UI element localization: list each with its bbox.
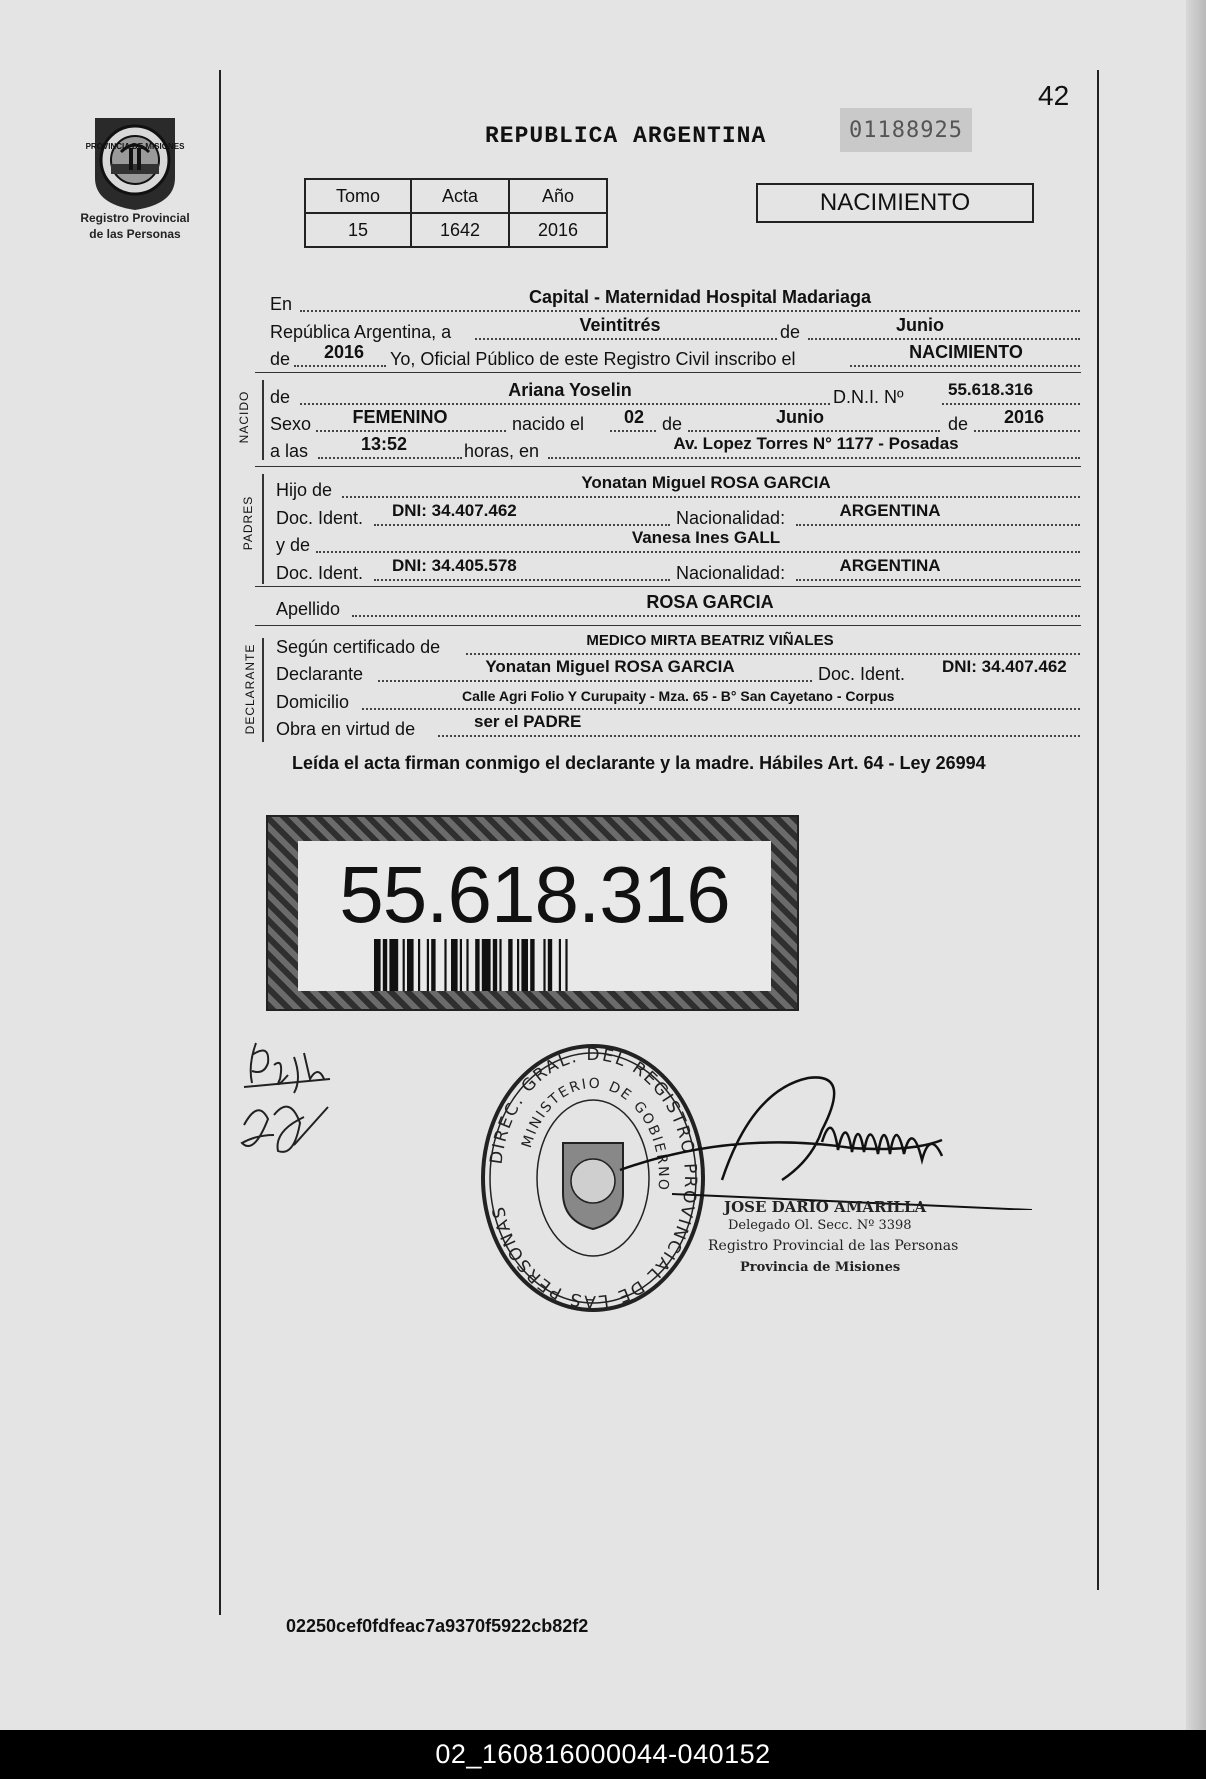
registry-name-line2: de las Personas [89,227,181,241]
barcode-bar [521,939,528,991]
declarante-label: Declarante [276,664,364,684]
official-statement: Yo, Oficial Público de este Registro Civil inscribo el [390,349,796,369]
barcode-bar [444,939,446,991]
de-label: de [780,322,801,342]
barcode-bar [460,939,462,991]
padres-section-bar [262,474,264,584]
registration-day: Veintitrés [579,315,661,335]
seal-outer-text: DIREC. GRAL. DEL REGISTRO PROVINCIAL DE LAS PERSONAS [486,1044,701,1312]
acta-value: 1642 [411,213,509,247]
serial-number-stamp: 01188925 [840,108,972,152]
declarante-section-bar [262,638,264,742]
nacido-row-birth [270,407,1081,436]
scan-id-footer: 02_160816000044-040152 [0,1730,1206,1779]
seal-inner-text: MINISTERIO DE GOBIERNO [518,1075,672,1193]
crest-label: PROVINCIA DE MISIONES [85,142,185,151]
nacido-row-name [270,380,1081,409]
section-divider [255,625,1081,626]
doc-label: Doc. Ident. [276,563,364,583]
certificado-medico: MEDICO MIRTA BEATRIZ VIÑALES [586,632,834,649]
father-nationality: ARGENTINA [839,501,941,520]
barcode-bar [482,939,491,991]
padres-row-mother-doc [276,556,1081,585]
country-title: REPUBLICA ARGENTINA [485,123,767,149]
mother-doc: DNI: 34.405.578 [392,556,517,575]
declarante-doc: DNI: 34.407.462 [942,657,1067,676]
father-name: Yonatan Miguel ROSA GARCIA [581,473,831,492]
padres-row-father [276,473,1081,502]
de-label: de [662,414,683,434]
tomo-value: 15 [305,213,411,247]
table-row [305,213,607,247]
barcode-bar [431,939,435,991]
declarante-row-name [276,657,1081,686]
doc-label: Doc. Ident. [818,664,906,684]
registration-month: Junio [896,315,944,335]
dni-barcode-label [266,815,799,1011]
barcode-bar [427,939,429,991]
declarante-row-obra [276,712,1081,741]
birth-address: Av. Lopez Torres N° 1177 - Posadas [673,434,959,453]
barcode-bar [493,939,497,991]
child-sex: FEMENINO [352,407,448,427]
nacionalidad-label: Nacionalidad: [676,563,786,583]
padres-row-mother [276,528,1081,557]
intro-row-place [270,287,1081,316]
section-divider [255,586,1081,587]
registry-name-line1: Registro Provincial [80,211,190,225]
padres-section-label: PADRES [241,495,255,551]
barcode-bar [530,939,534,991]
barcode-bar [559,939,561,991]
table-header-row [305,179,607,213]
section-divider [255,466,1081,467]
table-header-cell: Tomo [305,179,411,213]
dotted-leader [808,318,1080,340]
registration-place: Capital - Maternidad Hospital Madariaga [528,287,872,307]
nacido-section-label: NACIDO [237,390,251,444]
barcode-bar [517,939,519,991]
official-province: Provincia de Misiones [740,1260,901,1275]
table-header-cell: Año [509,179,607,213]
de-label: de [948,414,969,434]
table-header-cell: Acta [411,179,509,213]
declarante-row-certificado [276,633,1081,659]
handwritten-initials [234,1035,344,1185]
de-label: de [270,387,291,407]
nacionalidad-label: Nacionalidad: [676,508,786,528]
barcode-bar [466,939,468,991]
barcode-bar [565,939,567,991]
apellido-row [276,592,1081,621]
record-type-box: NACIMIENTO [756,183,1034,223]
declarante-section-label: DECLARANTE [243,643,257,735]
nacido-label: nacido el [512,414,585,434]
dni-label: D.N.I. Nº [833,387,904,407]
barcode-bar [451,939,458,991]
barcode-bar [383,939,387,991]
declarante-row-domicilio [276,688,1081,714]
doc-label: Doc. Ident. [276,508,364,528]
intro-row-date [270,315,1081,344]
alas-label: a las [270,441,309,461]
ano-value: 2016 [509,213,607,247]
sexo-label: Sexo [270,414,312,434]
father-doc: DNI: 34.407.462 [392,501,517,520]
barcode-bar [548,939,552,991]
yde-label: y de [276,535,311,555]
padres-row-father-doc [276,501,1081,530]
en-label: En [270,294,293,314]
segun-label: Según certificado de [276,637,441,657]
domicilio-label: Domicilio [276,692,350,712]
barcode-bar [403,939,405,991]
left-margin-line [219,70,221,1615]
province-crest [70,108,200,241]
declarante-relation: ser el PADRE [474,712,582,731]
official-name: JOSE DARIO AMARILLA [724,1198,927,1216]
child-dni: 55.618.316 [948,380,1034,399]
barcode-panel [298,841,771,991]
surname: ROSA GARCIA [646,592,774,612]
barcode-bar [374,939,381,991]
hijo-label: Hijo de [276,480,333,500]
page-number: 42 [1038,80,1070,111]
tomo-acta-ano-table [304,178,608,248]
apellido-label: Apellido [276,599,341,619]
republica-label: República Argentina, a [270,322,452,342]
registration-year: 2016 [323,342,365,362]
declarante-name: Yonatan Miguel ROSA GARCIA [485,657,735,676]
de-label: de [270,349,291,369]
barcode-icon [374,939,694,991]
official-title: Delegado Ol. Secc. Nº 3398 [728,1218,912,1233]
nacido-row-time [270,434,1081,463]
section-divider [255,372,1081,373]
inscription-type: NACIMIENTO [909,342,1023,362]
intro-row-year [270,342,1081,371]
barcode-bar [407,939,414,991]
horas-label: horas, en [464,441,540,461]
barcode-bar [499,939,501,991]
mother-nationality: ARGENTINA [839,556,941,575]
nacido-section-bar [262,380,264,460]
closing-statement: Leída el acta firman conmigo el declarante y la madre. Hábiles Art. 64 - Ley 26994 [292,753,986,773]
official-signature [612,1070,1032,1210]
barcode-bar [475,939,479,991]
barcode-bar [508,939,512,991]
birth-month: Junio [776,407,824,427]
official-registry: Registro Provincial de las Personas [708,1238,959,1254]
barcode-bar [543,939,545,991]
birth-time: 13:52 [360,434,408,454]
declarante-address: Calle Agri Folio Y Curupaity - Mza. 65 - B° San Cayetano - Corpus [462,688,895,704]
barcode-bar [418,939,420,991]
crest-emblem-icon [81,108,189,212]
child-name: Ariana Yoselin [508,380,632,400]
obra-label: Obra en virtud de [276,719,416,739]
barcode-number: 55.618.316 [339,850,730,939]
birth-day: 02 [623,407,645,427]
document-hash: 02250cef0fdfeac7a9370f5922cb82f2 [286,1616,589,1636]
birth-year: 2016 [1003,407,1045,427]
barcode-bar [389,939,398,991]
mother-name: Vanesa Ines GALL [631,528,781,547]
right-margin-line [1097,70,1099,1590]
